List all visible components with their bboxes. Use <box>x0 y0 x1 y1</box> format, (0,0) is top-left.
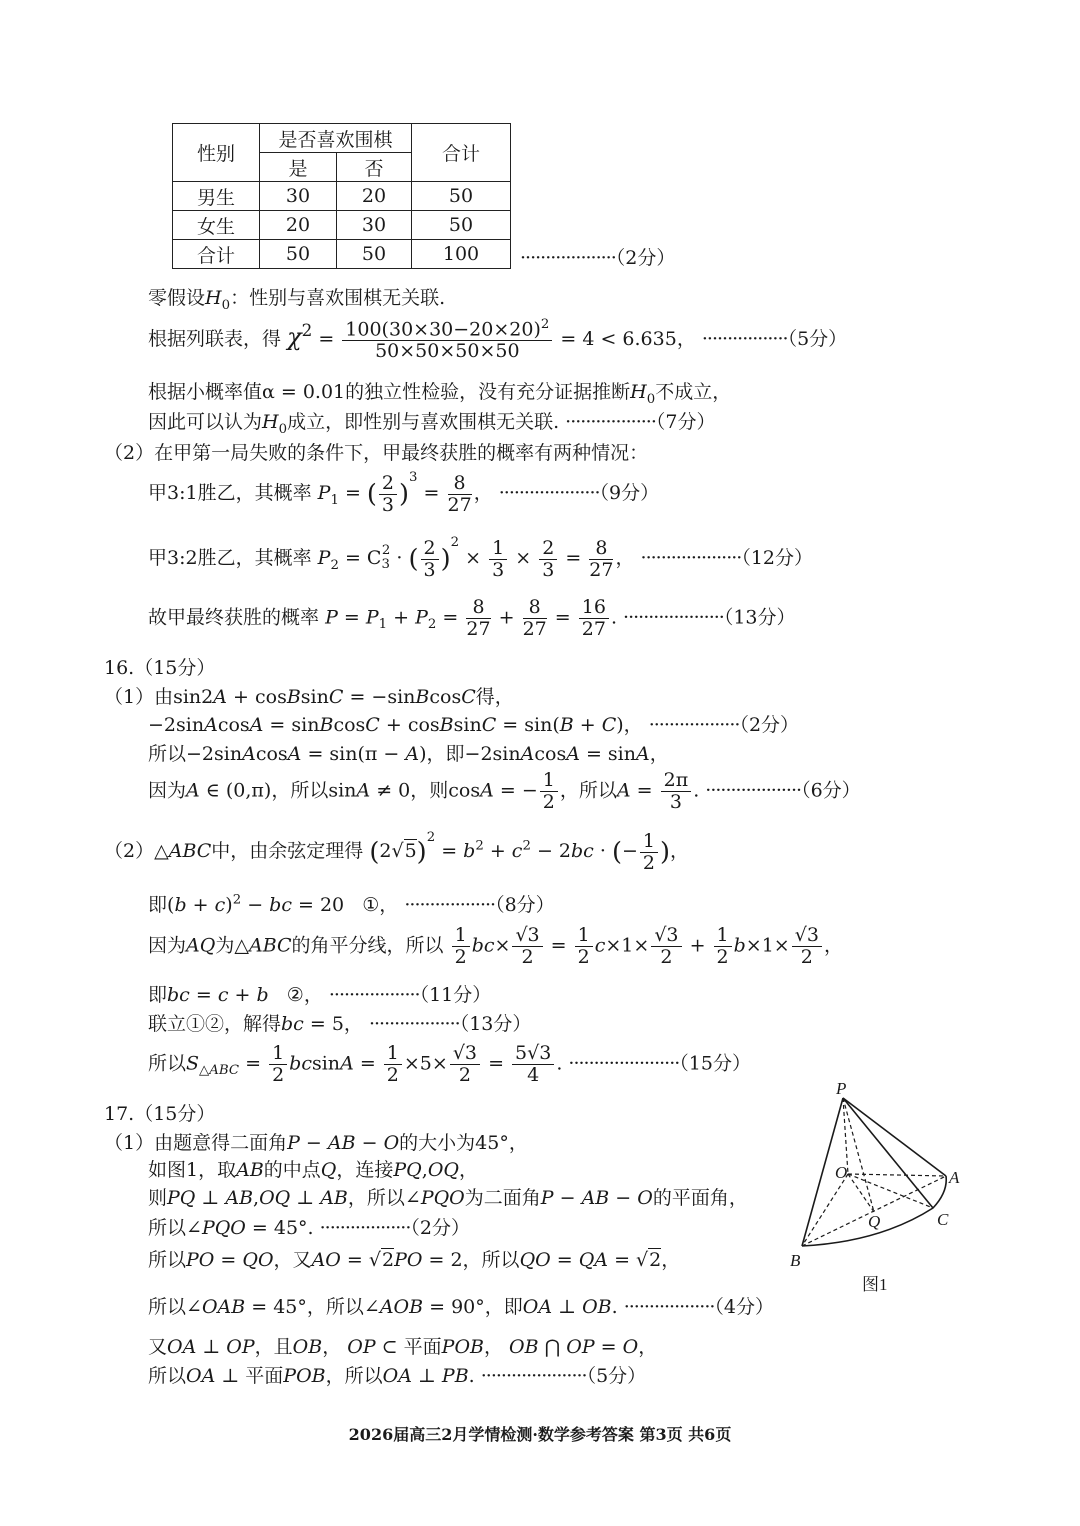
table-header-like: 是否喜欢围棋 <box>260 124 412 153</box>
table-header-yes: 是 <box>260 153 337 182</box>
q16-line8: 即bc = c + b ②， ··················（11分） <box>148 984 492 1006</box>
q17-line4: 所以∠PQO = 45°. ··················（2分） <box>148 1217 470 1239</box>
table-score: ···················（2分） <box>520 247 676 269</box>
null-hypothesis-line: 零假设$H_0$：性别与喜欢围棋无关联. <box>148 287 446 313</box>
q17-line6: 所以∠OAB = 45°，所以∠AOB = 90°，即OA ⊥ OB. ··················（4分） <box>148 1296 775 1318</box>
q16-line9: 联立①②，解得bc = 5， ··················（13分） <box>148 1013 532 1035</box>
alpha-line: 根据小概率值α = 0.01的独立性检验，没有充分证据推断$H_0$不成立， <box>148 381 732 407</box>
q16-line1: （1）由sin2A + cosBsinC = −sinBcosC得， <box>104 686 514 708</box>
table-cell: 100 <box>412 240 511 269</box>
label-q: Q <box>868 1212 881 1231</box>
table-row <box>173 240 511 269</box>
table-row <box>173 182 511 211</box>
cone-edge-pc <box>843 1098 933 1208</box>
table-cell: 50 <box>412 211 511 240</box>
cone-edge-pa <box>843 1098 946 1176</box>
dashed-oa <box>848 1174 946 1176</box>
q16-line10: 所以$S_{\triangle ABC}$ = $\frac{1}{2}$ bcsinA = $\frac{1}{2}$ ×5× $\frac{√3}{2}$ = $\frac{5√3}{4}$ . ······················（15分） <box>148 1042 751 1086</box>
table-header-total: 合计 <box>412 124 511 182</box>
label-b: B <box>790 1251 801 1270</box>
q16-line4: 因为A ∈ (0,π)，所以sinA ≠ 0，则cosA = − $\frac{1}{2}$ ，所以A = $\frac{2\pi}{3}$ . ···················（6分） <box>148 769 861 813</box>
q16-line3: 所以−2sinAcosA = sin(π − A)，即−2sinAcosA = sinA， <box>148 743 669 765</box>
contingency-table <box>172 123 511 269</box>
dashed-pq <box>843 1098 874 1212</box>
q17-line8: 所以OA ⊥ 平面POB，所以OA ⊥ PB. ·····················（5分） <box>148 1365 647 1387</box>
q16-line7: 因为AQ为△ABC的角平分线，所以 $\frac{1}{2}$ bc× $\frac{√3}{2}$ = $\frac{1}{2}$ c×1× $\frac{√3}{2}$ + $\frac{1}{2}$ b×1× $\frac{√3}{2}$ ， <box>148 924 843 968</box>
q17-line1: （1）由题意得二面角P − AB − O的大小为45°， <box>104 1132 528 1154</box>
q16-title: 16.（15分） <box>104 657 216 679</box>
table-header-no: 否 <box>337 153 412 182</box>
part2-intro: （2）在甲第一局失败的条件下，甲最终获胜的概率有两种情况： <box>104 442 649 464</box>
conclusion-line: 因此可以认为$H_0$成立，即性别与喜欢围棋无关联. ··················（7分） <box>148 411 716 437</box>
table-cell: 30 <box>337 211 412 240</box>
final-prob-line: 故甲最终获胜的概率 $P = P_1 + P_2$ = $\frac{8}{27}$ + $\frac{8}{27}$ = $\frac{16}{27}$ . ····················（13分） <box>148 596 796 640</box>
table-row <box>173 211 511 240</box>
table-cell: 50 <box>337 240 412 269</box>
table-cell: 50 <box>412 182 511 211</box>
table-cell: 20 <box>337 182 412 211</box>
table-cell: 合计 <box>173 240 260 269</box>
label-a: A <box>949 1168 960 1187</box>
case2-line: 甲3:2胜乙，其概率 $P_2 = C_3^2$ · ( $\frac{2}{3}$ )$^2$ × $\frac{1}{3}$ × $\frac{2}{3}$ = $\frac{8}{27}$ ， ····················（12分） <box>148 535 814 581</box>
q17-line7: 又OA ⊥ OP，且OB， OP ⊂ 平面POB， OB ⋂ OP = O， <box>148 1336 658 1358</box>
dashed-ob <box>802 1174 848 1246</box>
table-cell: 女生 <box>173 211 260 240</box>
table-cell: 男生 <box>173 182 260 211</box>
q16-line5: （2）△ABC中，由余弦定理得 $(2√5)^2 = b^2 + c^2 - 2bc$ · (− $\frac{1}{2}$ )， <box>104 829 690 874</box>
label-c: C <box>937 1210 949 1229</box>
table-cell: 20 <box>260 211 337 240</box>
q16-line2: −2sinAcosA = sinBcosC + cosBsinC = sin(B + C)， ··················（2分） <box>148 714 800 736</box>
table-cell: 30 <box>260 182 337 211</box>
page-footer: 2026届高三2月学情检测·数学参考答案 第3页 共6页 <box>348 1425 732 1444</box>
chi-square-line: 根据列联表，得 $\chi^2$ = $\frac{100(30\times 30-20\times 20)^2}{50\times 50\times 50\times 50}$ = 4 < 6.635， ·················（5分） <box>148 317 848 363</box>
q17-line3: 则PQ ⊥ AB,OQ ⊥ AB，所以∠PQO为二面角P − AB − O的平面角， <box>148 1187 748 1209</box>
label-o: O <box>835 1163 848 1182</box>
figure-caption: 图1 <box>862 1275 888 1294</box>
table-header-gender: 性别 <box>173 124 260 182</box>
q17-line2: 如图1，取AB的中点Q，连接PQ,OQ， <box>148 1159 478 1181</box>
q17-title: 17.（15分） <box>104 1103 216 1125</box>
q17-line5: 所以PO = QO，又AO = √2PO = 2，所以QO = QA = √2， <box>148 1249 681 1271</box>
label-p: P <box>836 1080 847 1098</box>
table-cell: 50 <box>260 240 337 269</box>
q16-line6: 即$(b + c)^2$ − bc = 20 ①， ··················（8分） <box>148 892 555 916</box>
geometry-figure <box>780 1080 980 1300</box>
case1-line: 甲3:1胜乙，其概率 $P_1$ = ( $\frac{2}{3}$ )$^3$ = $\frac{8}{27}$ ， ····················（9分） <box>148 470 660 516</box>
